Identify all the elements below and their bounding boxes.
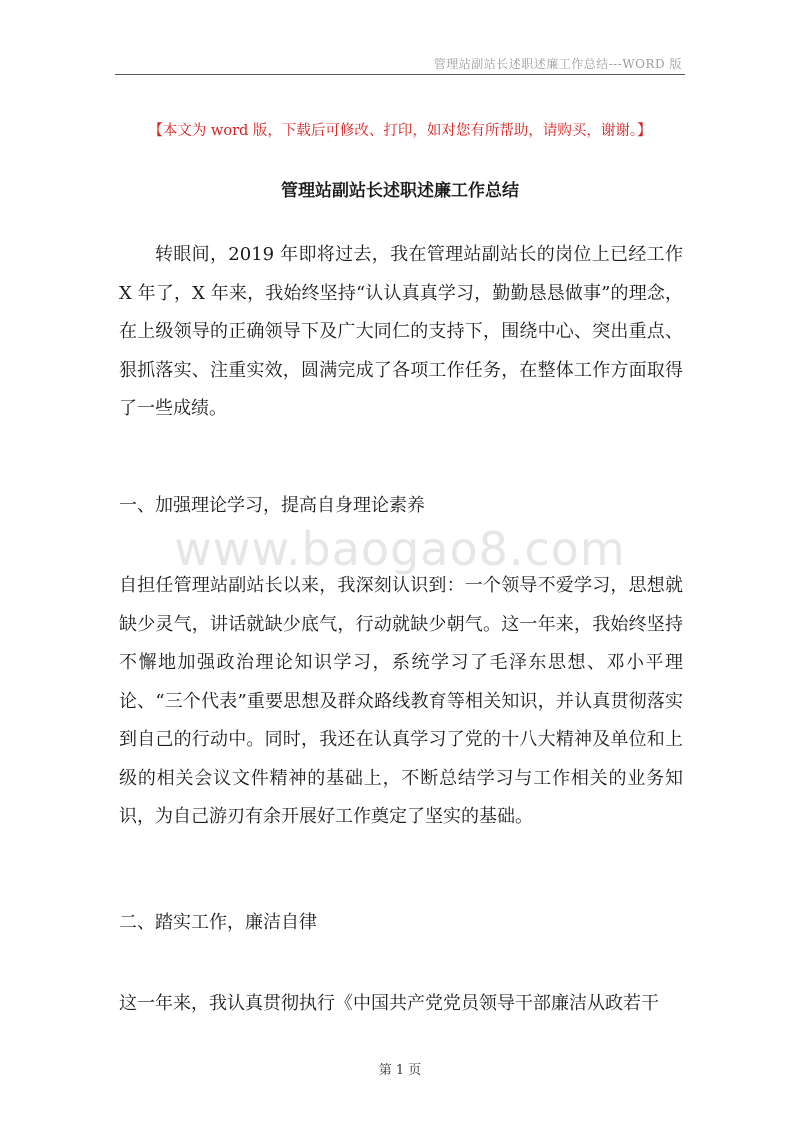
section-paragraph: 这一年来，我认真贯彻执行《中国共产党党员领导干部廉洁从政若干 <box>119 993 659 1014</box>
running-header: 管理站副站长述职述廉工作总结---WORD 版 <box>433 57 682 71</box>
section-heading: 二、踏实工作，廉洁自律 <box>119 912 317 933</box>
section-heading: 一、加强理论学习，提高自身理论素养 <box>119 495 425 516</box>
header-divider <box>115 74 685 75</box>
section-paragraph: 自担任管理站副站长以来，我深刻认识到：一个领导不爱学习，思想就缺少灵气，讲话就缺少底气，行动就缺少朝气。这一年来，我始终坚持不懈地加强政治理论知识学习，系统学习了毛泽东思想、邓小平理论、“三个代表”重要思想及群众路线教育等相关知识，并认真贯彻落实到自己的行动中。同时，我还在认真学习了党的十八大精神及单位和上级的相关会议文件精神的基础上，不断总结学习与工作相关的业务知识，为自己游刃有余开展好工作奠定了坚实的基础。 <box>119 575 683 827</box>
page-number: 第 1 页 <box>378 1063 422 1078</box>
site-watermark: www.baogao8.com <box>174 522 626 576</box>
intro-paragraph: 转眼间，2019 年即将过去，我在管理站副站长的岗位上已经工作 X 年了，X 年来，我始终坚持“认认真真学习，勤勤恳恳做事”的理念，在上级领导的正确领导下及广大同仁的支持下，围绕中心、突出重点、狠抓落实、注重实效，圆满完成了各项工作任务，在整体工作方面取得了一些成绩。 <box>119 244 683 419</box>
document-title: 管理站副站长述职述廉工作总结 <box>281 181 519 201</box>
purchase-notice: 【本文为 word 版，下载后可修改、打印，如对您有所帮助，请购买，谢谢。】 <box>148 123 652 139</box>
